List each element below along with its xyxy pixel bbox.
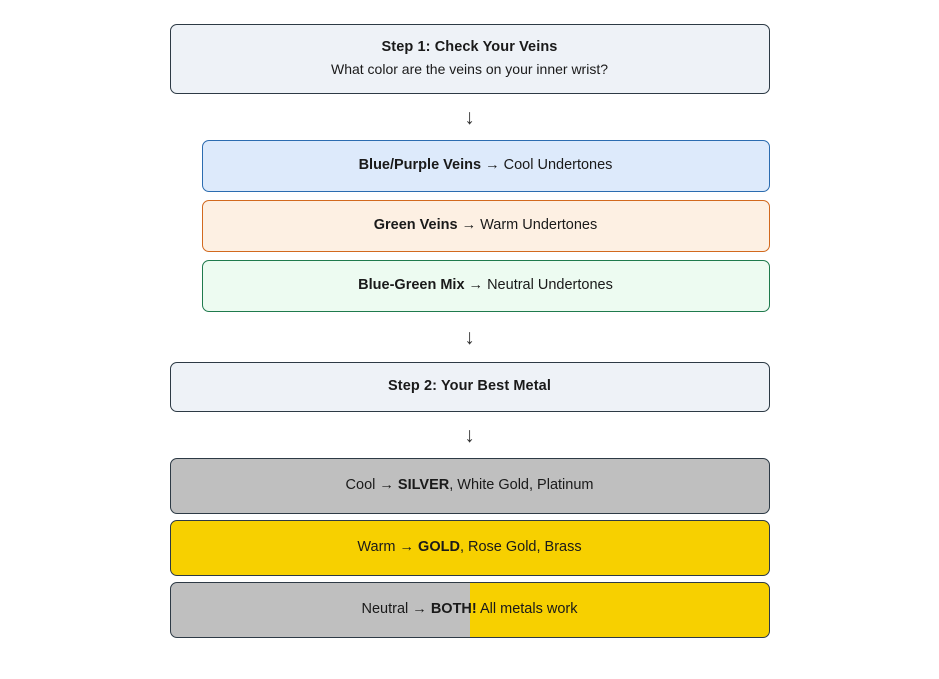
result-both-bold: BOTH!: [430, 601, 477, 618]
option-cool-bold: Blue/Purple Veins: [358, 157, 482, 174]
option-neutral-node: [202, 260, 770, 312]
option-neutral-row: [0, 260, 939, 312]
option-neutral-bold: Blue-Green Mix: [358, 277, 465, 294]
step2-node: [170, 362, 770, 412]
result-both-row: [0, 582, 939, 638]
step1-title: Step 1: Check Your Veins: [381, 38, 558, 55]
result-both-prefix: Neutral →: [361, 601, 431, 618]
gap-warm-neutral: [0, 252, 939, 260]
result-silver-rest: , White Gold, Platinum: [449, 477, 594, 494]
result-both-text: [362, 600, 578, 620]
option-warm-rest: → Warm Undertones: [457, 217, 598, 234]
result-gold-rest: , Rose Gold, Brass: [459, 539, 582, 556]
option-cool-node: [202, 140, 770, 192]
step2-row: [0, 362, 939, 412]
result-silver-text: [346, 476, 594, 496]
result-silver-prefix: Cool →: [345, 477, 398, 494]
result-both-node: [170, 582, 770, 638]
option-cool-rest: → Cool Undertones: [481, 157, 613, 174]
step1-subtitle: What color are the veins on your inner wrist?: [330, 61, 608, 78]
result-gold-text: [357, 538, 581, 558]
arrow-options-to-step2: ↓: [464, 325, 475, 349]
step1-node: [170, 24, 770, 94]
arrow-step1-to-options: ↓: [464, 105, 475, 129]
result-gold-prefix: Warm →: [357, 539, 419, 556]
result-gold-bold: GOLD: [418, 539, 460, 556]
result-both-rest: All metals work: [476, 601, 578, 618]
option-neutral-text: [358, 276, 613, 296]
option-cool-row: [0, 140, 939, 192]
result-gold-node: [170, 520, 770, 576]
option-warm-row: [0, 200, 939, 252]
option-cool-text: [359, 156, 613, 176]
option-neutral-rest: → Neutral Undertones: [464, 277, 613, 294]
step1-row: [0, 24, 939, 94]
result-silver-node: [170, 458, 770, 514]
option-warm-bold: Green Veins: [373, 217, 458, 234]
result-silver-row: [0, 458, 939, 514]
option-warm-node: [202, 200, 770, 252]
result-gold-row: [0, 520, 939, 576]
option-warm-text: [374, 216, 598, 236]
gap-cool-warm: [0, 192, 939, 200]
step2-title: Step 2: Your Best Metal: [388, 378, 551, 395]
arrow-step2-to-results: ↓: [464, 423, 475, 447]
result-silver-bold: SILVER: [397, 477, 450, 494]
